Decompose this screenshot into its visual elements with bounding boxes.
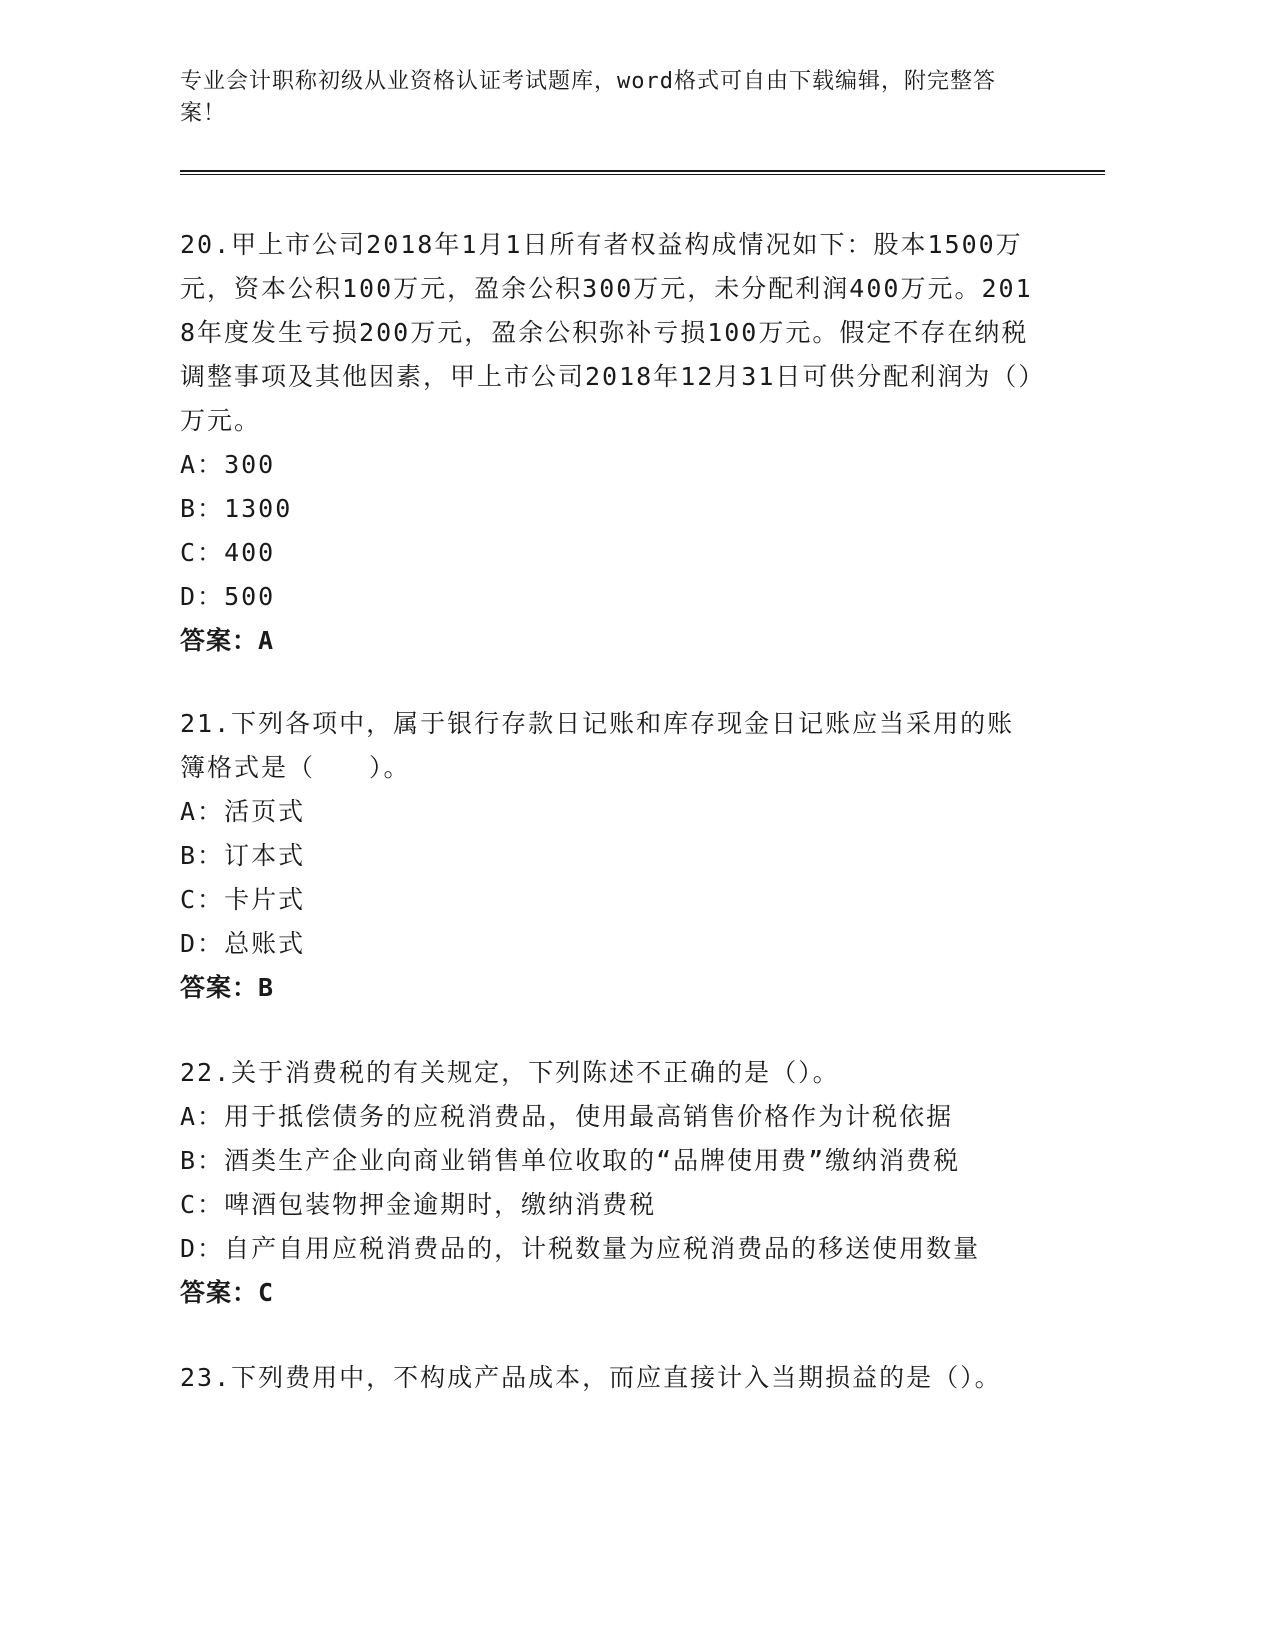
option-letter: B： (180, 1146, 225, 1175)
header-rule (180, 170, 1105, 175)
option-letter: C： (180, 1190, 225, 1219)
option-b (180, 1139, 1040, 1183)
option-a (180, 790, 1040, 834)
option-letter: D： (180, 582, 225, 611)
answer: 答案：C (180, 1278, 275, 1307)
option-d (180, 922, 1040, 966)
option-text: 400 (224, 538, 276, 567)
question-21 (180, 702, 1040, 1010)
option-text: 用于抵偿债务的应税消费品，使用最高销售价格作为计税依据 (224, 1102, 954, 1131)
option-b (180, 487, 1040, 531)
option-text: 卡片式 (224, 885, 306, 914)
option-text: 自产自用应税消费品的，计税数量为应税消费品的移送使用数量 (224, 1234, 981, 1263)
question-20 (180, 223, 1040, 663)
question-stem: 21.下列各项中，属于银行存款日记账和库存现金日记账应当采用的账簿格式是（ ）。 (180, 709, 1015, 782)
option-text: 300 (224, 450, 276, 479)
option-a (180, 1095, 1040, 1139)
option-d (180, 575, 1040, 619)
option-text: 啤酒包装物押金逾期时，缴纳消费税 (224, 1190, 657, 1219)
option-letter: B： (180, 841, 225, 870)
option-c (180, 878, 1040, 922)
option-letter: C： (180, 885, 225, 914)
option-c (180, 1183, 1040, 1227)
answer: 答案：B (180, 973, 275, 1002)
option-text: 500 (224, 582, 276, 611)
option-letter: D： (180, 929, 225, 958)
option-letter: A： (180, 797, 225, 826)
option-letter: D： (180, 1234, 225, 1263)
option-letter: C： (180, 538, 225, 567)
option-text: 总账式 (224, 929, 306, 958)
option-d (180, 1227, 1040, 1271)
question-stem: 20.甲上市公司2018年1月1日所有者权益构成情况如下：股本1500万元，资本公积100万元，盈余公积300万元，未分配利润400万元。2018年度发生亏损200万元，盈余公积弥补亏损100万元。假定不存在纳税调整事项及其他因素，甲上市公司2018年12月31日可供分配利润为（）万元。 (180, 230, 1033, 435)
option-text: 酒类生产企业向商业销售单位收取的“品牌使用费”缴纳消费税 (224, 1146, 961, 1175)
option-b (180, 834, 1040, 878)
option-text: 活页式 (224, 797, 306, 826)
question-22 (180, 1051, 1040, 1315)
answer: 答案：A (180, 626, 275, 655)
option-text: 1300 (224, 494, 293, 523)
option-letter: A： (180, 450, 225, 479)
question-stem: 23.下列费用中，不构成产品成本，而应直接计入当期损益的是（）。 (180, 1363, 1002, 1392)
option-letter: A： (180, 1102, 225, 1131)
option-letter: B： (180, 494, 225, 523)
header-text: 专业会计职称初级从业资格认证考试题库，word格式可自由下载编辑，附完整答案！ (180, 69, 996, 126)
option-c (180, 531, 1040, 575)
option-a (180, 443, 1040, 487)
question-23 (180, 1356, 1040, 1400)
question-stem: 22.关于消费税的有关规定，下列陈述不正确的是（）。 (180, 1058, 840, 1087)
option-text: 订本式 (224, 841, 306, 870)
